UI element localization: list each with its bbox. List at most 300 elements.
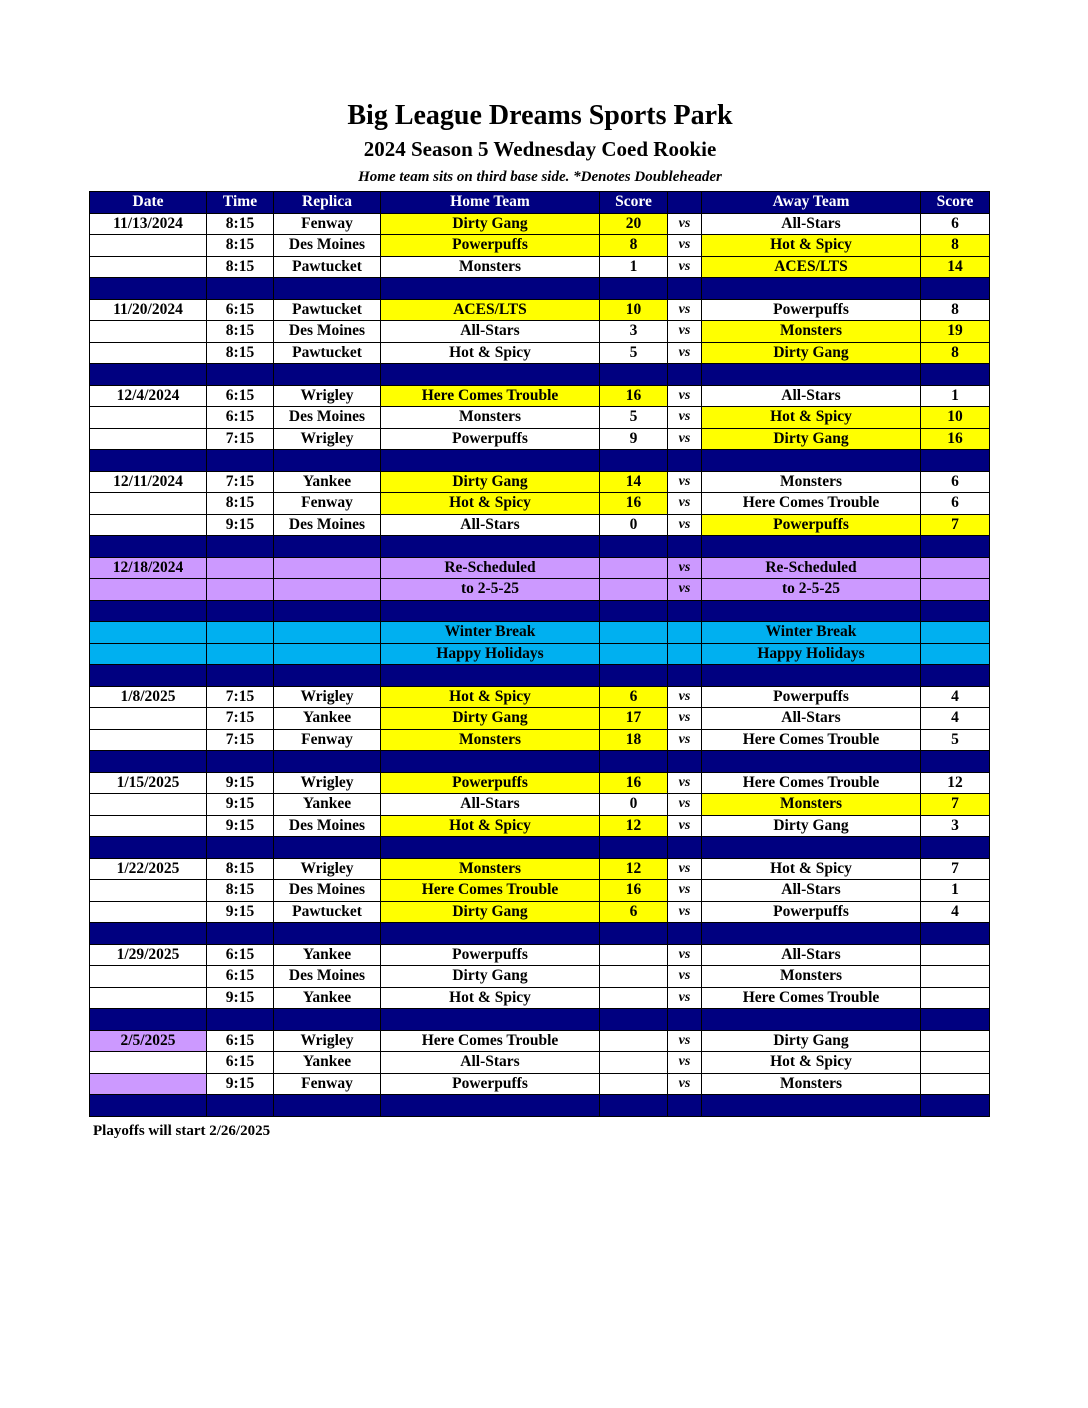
- cell-date: [90, 966, 207, 988]
- header-away-team: Away Team: [702, 192, 921, 214]
- cell-vs: vs: [668, 815, 702, 837]
- cell-vs: vs: [668, 385, 702, 407]
- cell-home-team: Hot & Spicy: [381, 686, 600, 708]
- cell-away-score: [921, 1052, 990, 1074]
- cell-home-team: Powerpuffs: [381, 944, 600, 966]
- separator-cell: [668, 1095, 702, 1117]
- cell-vs: vs: [668, 944, 702, 966]
- separator-cell: [668, 364, 702, 386]
- separator-cell: [207, 1009, 274, 1031]
- separator-cell: [90, 1095, 207, 1117]
- cell-home-score: [600, 1052, 668, 1074]
- game-row: [90, 407, 990, 429]
- separator-cell: [600, 278, 668, 300]
- cell-home-team: to 2-5-25: [381, 579, 600, 601]
- cell-time: 9:15: [207, 815, 274, 837]
- cell-home-team: Happy Holidays: [381, 643, 600, 665]
- header-away-score: Score: [921, 192, 990, 214]
- cell-away-score: [921, 1030, 990, 1052]
- game-row: [90, 772, 990, 794]
- separator-cell: [600, 1009, 668, 1031]
- cell-home-team: Dirty Gang: [381, 901, 600, 923]
- separator-cell: [702, 450, 921, 472]
- cell-vs: vs: [668, 880, 702, 902]
- cell-time: 6:15: [207, 385, 274, 407]
- cell-replica: Des Moines: [274, 235, 381, 257]
- cell-home-score: [600, 622, 668, 644]
- cell-vs: vs: [668, 966, 702, 988]
- cell-date: [90, 256, 207, 278]
- cell-replica: Yankee: [274, 1052, 381, 1074]
- cell-home-score: [600, 1073, 668, 1095]
- cell-time: [207, 643, 274, 665]
- game-row: [90, 858, 990, 880]
- separator-cell: [207, 665, 274, 687]
- cell-date: 12/11/2024: [90, 471, 207, 493]
- cell-home-team: Powerpuffs: [381, 428, 600, 450]
- rescheduled-row: [90, 557, 990, 579]
- cell-home-team: Monsters: [381, 256, 600, 278]
- cell-away-score: 7: [921, 794, 990, 816]
- cell-vs: vs: [668, 256, 702, 278]
- cell-away-score: 8: [921, 299, 990, 321]
- separator-cell: [90, 1009, 207, 1031]
- cell-away-team: Here Comes Trouble: [702, 493, 921, 515]
- cell-replica: Yankee: [274, 944, 381, 966]
- separator-cell: [668, 536, 702, 558]
- cell-vs: vs: [668, 557, 702, 579]
- cell-home-team: Here Comes Trouble: [381, 385, 600, 407]
- game-row: [90, 471, 990, 493]
- cell-away-score: 14: [921, 256, 990, 278]
- separator-cell: [921, 751, 990, 773]
- separator-cell: [381, 450, 600, 472]
- separator-cell: [381, 665, 600, 687]
- cell-replica: Des Moines: [274, 815, 381, 837]
- cell-date: [90, 514, 207, 536]
- separator-cell: [381, 600, 600, 622]
- game-row: [90, 256, 990, 278]
- cell-date: 1/29/2025: [90, 944, 207, 966]
- cell-vs: vs: [668, 235, 702, 257]
- separator-cell: [381, 1095, 600, 1117]
- separator-cell: [274, 536, 381, 558]
- cell-date: [90, 901, 207, 923]
- separator-cell: [381, 364, 600, 386]
- cell-home-team: Hot & Spicy: [381, 342, 600, 364]
- cell-away-team: Hot & Spicy: [702, 235, 921, 257]
- separator-cell: [600, 364, 668, 386]
- cell-home-score: 6: [600, 686, 668, 708]
- cell-away-score: 4: [921, 686, 990, 708]
- playoffs-note: Playoffs will start 2/26/2025: [93, 1123, 271, 1139]
- cell-away-score: [921, 557, 990, 579]
- cell-home-score: 0: [600, 794, 668, 816]
- separator-cell: [702, 837, 921, 859]
- cell-vs: vs: [668, 514, 702, 536]
- cell-replica: Des Moines: [274, 407, 381, 429]
- separator-cell: [381, 278, 600, 300]
- separator-cell: [207, 751, 274, 773]
- cell-date: [90, 321, 207, 343]
- cell-away-team: Dirty Gang: [702, 1030, 921, 1052]
- game-row: [90, 514, 990, 536]
- header-replica: Replica: [274, 192, 381, 214]
- game-row: [90, 944, 990, 966]
- cell-away-score: 6: [921, 471, 990, 493]
- page-subtitle: 2024 Season 5 Wednesday Coed Rookie: [363, 137, 717, 161]
- separator-cell: [207, 278, 274, 300]
- cell-away-team: All-Stars: [702, 708, 921, 730]
- cell-home-score: [600, 944, 668, 966]
- separator-cell: [600, 837, 668, 859]
- cell-vs: vs: [668, 299, 702, 321]
- cell-home-score: 16: [600, 880, 668, 902]
- game-row: [90, 299, 990, 321]
- cell-replica: [274, 622, 381, 644]
- cell-away-team: Here Comes Trouble: [702, 987, 921, 1009]
- cell-home-score: 16: [600, 385, 668, 407]
- separator-cell: [921, 278, 990, 300]
- game-row: [90, 901, 990, 923]
- cell-home-team: Here Comes Trouble: [381, 880, 600, 902]
- cell-time: 8:15: [207, 342, 274, 364]
- cell-replica: Pawtucket: [274, 901, 381, 923]
- cell-vs: vs: [668, 987, 702, 1009]
- cell-date: [90, 794, 207, 816]
- cell-replica: Pawtucket: [274, 256, 381, 278]
- game-row: [90, 880, 990, 902]
- cell-time: 6:15: [207, 1052, 274, 1074]
- schedule-table: [89, 191, 990, 1117]
- cell-home-score: 12: [600, 858, 668, 880]
- separator-cell: [207, 536, 274, 558]
- cell-home-score: [600, 643, 668, 665]
- cell-away-team: Powerpuffs: [702, 514, 921, 536]
- separator-cell: [921, 837, 990, 859]
- separator-cell: [600, 923, 668, 945]
- cell-home-score: 14: [600, 471, 668, 493]
- cell-away-team: Happy Holidays: [702, 643, 921, 665]
- separator-row: [90, 751, 990, 773]
- separator-row: [90, 837, 990, 859]
- cell-home-team: All-Stars: [381, 1052, 600, 1074]
- cell-date: [90, 1073, 207, 1095]
- cell-date: [90, 708, 207, 730]
- separator-cell: [921, 536, 990, 558]
- separator-cell: [600, 1095, 668, 1117]
- cell-home-score: 10: [600, 299, 668, 321]
- separator-cell: [600, 665, 668, 687]
- game-row: [90, 342, 990, 364]
- cell-away-team: All-Stars: [702, 880, 921, 902]
- separator-cell: [702, 665, 921, 687]
- cell-home-team: Hot & Spicy: [381, 493, 600, 515]
- cell-away-team: Dirty Gang: [702, 428, 921, 450]
- cell-time: 8:15: [207, 321, 274, 343]
- separator-cell: [90, 923, 207, 945]
- separator-cell: [207, 600, 274, 622]
- cell-time: 8:15: [207, 858, 274, 880]
- separator-row: [90, 536, 990, 558]
- cell-home-score: [600, 579, 668, 601]
- break-row: [90, 643, 990, 665]
- cell-vs: vs: [668, 708, 702, 730]
- cell-away-score: [921, 966, 990, 988]
- separator-cell: [668, 837, 702, 859]
- cell-replica: Fenway: [274, 729, 381, 751]
- cell-vs: vs: [668, 1030, 702, 1052]
- cell-time: 7:15: [207, 428, 274, 450]
- cell-vs: vs: [668, 213, 702, 235]
- cell-away-team: Monsters: [702, 1073, 921, 1095]
- cell-away-team: All-Stars: [702, 385, 921, 407]
- cell-away-score: [921, 643, 990, 665]
- cell-date: [90, 622, 207, 644]
- cell-away-score: 8: [921, 235, 990, 257]
- game-row: [90, 966, 990, 988]
- cell-date: 1/8/2025: [90, 686, 207, 708]
- cell-time: 8:15: [207, 493, 274, 515]
- cell-vs: vs: [668, 407, 702, 429]
- separator-row: [90, 600, 990, 622]
- separator-cell: [921, 450, 990, 472]
- cell-home-score: [600, 557, 668, 579]
- cell-home-score: 17: [600, 708, 668, 730]
- cell-home-score: [600, 966, 668, 988]
- cell-home-score: 1: [600, 256, 668, 278]
- cell-home-score: 5: [600, 342, 668, 364]
- separator-cell: [702, 923, 921, 945]
- cell-home-team: Monsters: [381, 407, 600, 429]
- separator-cell: [207, 837, 274, 859]
- cell-away-team: Monsters: [702, 471, 921, 493]
- cell-time: [207, 557, 274, 579]
- separator-cell: [90, 536, 207, 558]
- cell-time: 9:15: [207, 794, 274, 816]
- cell-vs: vs: [668, 794, 702, 816]
- cell-home-team: Dirty Gang: [381, 213, 600, 235]
- cell-home-score: 9: [600, 428, 668, 450]
- cell-vs: vs: [668, 1073, 702, 1095]
- cell-home-team: ACES/LTS: [381, 299, 600, 321]
- cell-vs: vs: [668, 471, 702, 493]
- game-row: [90, 1030, 990, 1052]
- cell-away-team: Monsters: [702, 966, 921, 988]
- separator-row: [90, 1095, 990, 1117]
- cell-away-score: 12: [921, 772, 990, 794]
- cell-replica: Yankee: [274, 708, 381, 730]
- separator-cell: [668, 1009, 702, 1031]
- cell-away-team: All-Stars: [702, 213, 921, 235]
- cell-home-team: All-Stars: [381, 514, 600, 536]
- separator-cell: [702, 278, 921, 300]
- cell-date: 11/13/2024: [90, 213, 207, 235]
- cell-replica: Yankee: [274, 471, 381, 493]
- game-row: [90, 428, 990, 450]
- cell-replica: [274, 579, 381, 601]
- cell-replica: Wrigley: [274, 772, 381, 794]
- header-date: Date: [90, 192, 207, 214]
- separator-row: [90, 923, 990, 945]
- separator-cell: [274, 450, 381, 472]
- cell-home-score: [600, 1030, 668, 1052]
- cell-replica: [274, 643, 381, 665]
- cell-date: [90, 493, 207, 515]
- cell-away-team: All-Stars: [702, 944, 921, 966]
- cell-time: 6:15: [207, 944, 274, 966]
- cell-replica: Yankee: [274, 794, 381, 816]
- cell-away-score: 7: [921, 514, 990, 536]
- cell-vs: vs: [668, 1052, 702, 1074]
- game-row: [90, 235, 990, 257]
- separator-cell: [274, 1095, 381, 1117]
- cell-home-score: 18: [600, 729, 668, 751]
- header-home-team: Home Team: [381, 192, 600, 214]
- cell-away-team: Winter Break: [702, 622, 921, 644]
- cell-date: 12/4/2024: [90, 385, 207, 407]
- cell-date: [90, 235, 207, 257]
- separator-cell: [381, 751, 600, 773]
- separator-cell: [90, 278, 207, 300]
- cell-away-team: Here Comes Trouble: [702, 772, 921, 794]
- cell-away-team: Dirty Gang: [702, 815, 921, 837]
- cell-vs: vs: [668, 493, 702, 515]
- game-row: [90, 815, 990, 837]
- cell-time: 8:15: [207, 880, 274, 902]
- cell-replica: Des Moines: [274, 514, 381, 536]
- cell-vs: vs: [668, 729, 702, 751]
- separator-cell: [921, 600, 990, 622]
- cell-date: [90, 815, 207, 837]
- separator-cell: [381, 923, 600, 945]
- separator-cell: [921, 1009, 990, 1031]
- cell-home-score: 12: [600, 815, 668, 837]
- cell-time: 9:15: [207, 901, 274, 923]
- cell-replica: Fenway: [274, 493, 381, 515]
- separator-cell: [90, 751, 207, 773]
- cell-away-score: 16: [921, 428, 990, 450]
- cell-vs: vs: [668, 579, 702, 601]
- schedule-note: Home team sits on third base side. *Denotes Doubleheader: [358, 169, 722, 185]
- cell-vs: vs: [668, 342, 702, 364]
- cell-away-score: 4: [921, 901, 990, 923]
- separator-cell: [921, 1095, 990, 1117]
- separator-cell: [668, 600, 702, 622]
- cell-away-score: [921, 1073, 990, 1095]
- cell-time: 8:15: [207, 213, 274, 235]
- separator-cell: [274, 923, 381, 945]
- cell-time: 6:15: [207, 407, 274, 429]
- cell-home-team: Re-Scheduled: [381, 557, 600, 579]
- header-vs: [668, 192, 702, 214]
- schedule-body: [90, 192, 990, 1117]
- cell-home-score: 6: [600, 901, 668, 923]
- cell-home-team: Monsters: [381, 729, 600, 751]
- header-time: Time: [207, 192, 274, 214]
- cell-home-score: 3: [600, 321, 668, 343]
- separator-cell: [921, 923, 990, 945]
- separator-row: [90, 278, 990, 300]
- cell-time: 6:15: [207, 1030, 274, 1052]
- cell-replica: Pawtucket: [274, 342, 381, 364]
- game-row: [90, 708, 990, 730]
- separator-cell: [90, 837, 207, 859]
- separator-cell: [921, 364, 990, 386]
- cell-away-score: 1: [921, 385, 990, 407]
- separator-cell: [702, 536, 921, 558]
- separator-cell: [90, 364, 207, 386]
- cell-away-score: 6: [921, 213, 990, 235]
- game-row: [90, 493, 990, 515]
- separator-cell: [702, 1095, 921, 1117]
- cell-date: [90, 1052, 207, 1074]
- cell-date: [90, 579, 207, 601]
- cell-away-score: 5: [921, 729, 990, 751]
- separator-cell: [90, 600, 207, 622]
- cell-time: 6:15: [207, 299, 274, 321]
- cell-date: [90, 342, 207, 364]
- cell-date: 1/22/2025: [90, 858, 207, 880]
- separator-cell: [381, 1009, 600, 1031]
- cell-time: 7:15: [207, 686, 274, 708]
- separator-cell: [921, 665, 990, 687]
- separator-cell: [600, 536, 668, 558]
- cell-away-team: Here Comes Trouble: [702, 729, 921, 751]
- separator-cell: [381, 837, 600, 859]
- cell-date: [90, 880, 207, 902]
- separator-cell: [207, 923, 274, 945]
- cell-home-team: All-Stars: [381, 321, 600, 343]
- cell-vs: vs: [668, 858, 702, 880]
- cell-away-team: Hot & Spicy: [702, 858, 921, 880]
- cell-replica: Wrigley: [274, 1030, 381, 1052]
- table-header-row: [90, 192, 990, 214]
- separator-cell: [668, 278, 702, 300]
- cell-time: 7:15: [207, 471, 274, 493]
- cell-time: 9:15: [207, 1073, 274, 1095]
- separator-cell: [600, 600, 668, 622]
- cell-away-score: 6: [921, 493, 990, 515]
- separator-cell: [207, 1095, 274, 1117]
- cell-away-score: 10: [921, 407, 990, 429]
- separator-cell: [274, 600, 381, 622]
- cell-away-score: 19: [921, 321, 990, 343]
- cell-away-team: Hot & Spicy: [702, 1052, 921, 1074]
- separator-cell: [600, 450, 668, 472]
- game-row: [90, 686, 990, 708]
- cell-home-score: 20: [600, 213, 668, 235]
- cell-away-score: 4: [921, 708, 990, 730]
- separator-cell: [702, 600, 921, 622]
- game-row: [90, 729, 990, 751]
- cell-home-score: 16: [600, 493, 668, 515]
- cell-date: [90, 643, 207, 665]
- cell-vs: vs: [668, 686, 702, 708]
- cell-away-score: 3: [921, 815, 990, 837]
- cell-date: 1/15/2025: [90, 772, 207, 794]
- cell-home-score: 8: [600, 235, 668, 257]
- page-title: Big League Dreams Sports Park: [347, 100, 733, 131]
- cell-replica: Wrigley: [274, 686, 381, 708]
- cell-date: [90, 729, 207, 751]
- cell-home-team: Powerpuffs: [381, 235, 600, 257]
- separator-cell: [702, 751, 921, 773]
- cell-away-score: 1: [921, 880, 990, 902]
- cell-home-team: Winter Break: [381, 622, 600, 644]
- cell-away-team: Hot & Spicy: [702, 407, 921, 429]
- rescheduled-row: [90, 579, 990, 601]
